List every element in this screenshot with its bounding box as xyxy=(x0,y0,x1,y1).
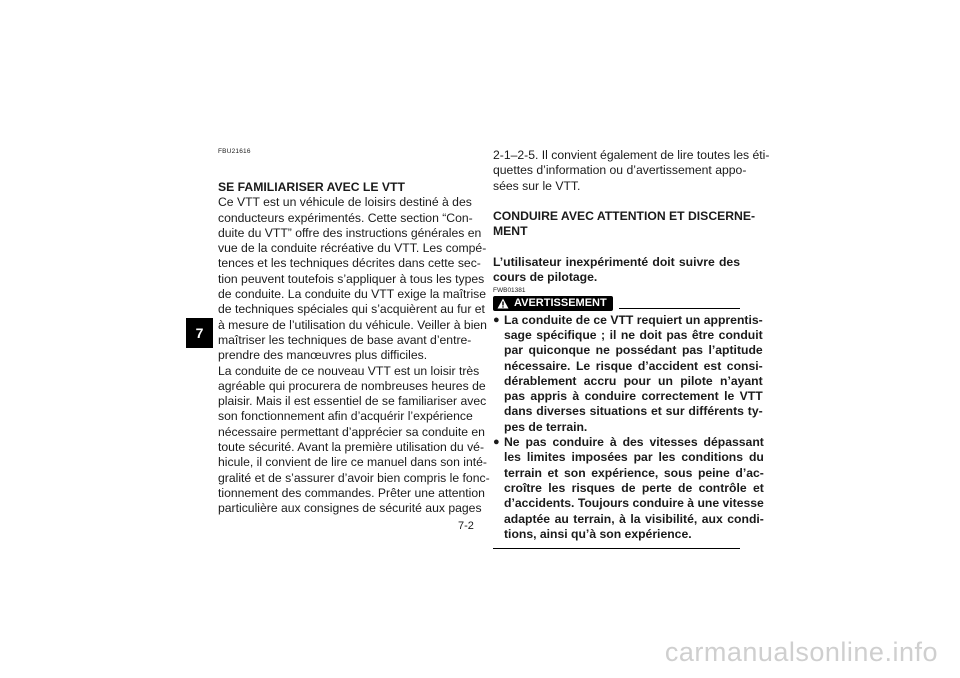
text-line: d’accidents. Toujours conduire à une vitesse xyxy=(504,496,764,511)
paragraph-2 xyxy=(218,363,490,517)
text-line: pas appris à conduire correctement le VTT xyxy=(504,389,763,404)
text-line: L’utilisateur inexpérimenté doit suivre des xyxy=(493,255,740,270)
text-line: sage spécifique ; il ne doit pas être conduit xyxy=(504,327,763,342)
bullet-icon: ● xyxy=(493,436,500,449)
watermark: carmanualsonline.info xyxy=(664,637,938,667)
warning-bottom-rule xyxy=(493,548,740,549)
page-number: 7-2 xyxy=(458,520,474,532)
bullet-text xyxy=(504,313,763,435)
text-line: tionnement des commandes. Prêter une attention xyxy=(218,485,485,500)
text-line: La conduite de ce nouveau VTT est un loisir très xyxy=(218,363,480,378)
text-line: nécessaire permettant d’apprécier sa conduite en xyxy=(218,424,485,439)
text-line: quettes d’information ou d’avertissement appo- xyxy=(493,163,747,178)
warning-top-rule xyxy=(619,308,740,309)
warning-label: AVERTISSEMENT xyxy=(514,296,607,309)
text-line: son fonctionnement afin d’acquérir l’expérience xyxy=(218,409,473,424)
text-line: La conduite de ce VTT requiert un apprentis- xyxy=(504,312,763,327)
continuation-paragraph xyxy=(493,148,770,194)
text-line: par quiconque ne possédant pas l’aptitude xyxy=(504,343,763,358)
warning-body xyxy=(493,312,764,542)
text-line: agréable qui procurera de nombreuses heures de xyxy=(218,378,486,393)
text-line: particulière aux consignes de sécurité aux pages xyxy=(218,501,482,516)
section-code: FBU21616 xyxy=(218,148,251,155)
warning-label-box xyxy=(493,296,613,311)
bullet-text xyxy=(504,435,764,542)
text-line: CONDUIRE AVEC ATTENTION ET DISCERNE- xyxy=(493,209,756,224)
left-column xyxy=(218,148,490,517)
text-line: de techniques spéciales qui s’acquièrent au fur et xyxy=(218,302,485,317)
chapter-tab: 7 xyxy=(186,318,213,348)
text-line: hicule, il convient de lire ce manuel dans son inté- xyxy=(218,455,487,470)
text-line: duite du VTT” offre des instructions générales en xyxy=(218,225,482,240)
text-line: maîtriser les techniques de base avant d’entre- xyxy=(218,332,472,347)
text-line: Ne pas conduire à des vitesses dépassant xyxy=(504,435,764,450)
bullet-icon: ● xyxy=(493,313,500,326)
text-line: tences et les techniques décrites dans cette sec- xyxy=(218,256,481,271)
text-line: conducteurs expérimentés. Cette section “Con- xyxy=(218,210,473,225)
text-line: toute sécurité. Avant la première utilisation du vé- xyxy=(218,440,485,455)
paragraph-1 xyxy=(218,195,487,363)
text-line: les limites imposées par les conditions du xyxy=(504,450,764,465)
text-line: terrain et son expérience, sous peine d’ac- xyxy=(504,465,764,480)
subheading xyxy=(493,255,740,286)
text-line: cours de pilotage. xyxy=(493,270,598,285)
section-heading: SE FAMILIARISER AVEC LE VTT xyxy=(218,180,405,194)
text-line: gralité et de s’assurer d’avoir bien compris le fonc- xyxy=(218,470,490,485)
warning-code: FWB01381 xyxy=(493,286,526,294)
text-line: Ce VTT est un véhicule de loisirs destiné à des xyxy=(218,195,472,210)
text-line: prendre des manœuvres plus difficiles. xyxy=(218,348,428,363)
text-line: dans diverses situations et sur différents ty- xyxy=(504,404,763,419)
text-line: adaptée au terrain, à la visibilité, aux condi- xyxy=(504,511,764,526)
text-line: sées sur le VTT. xyxy=(493,178,581,193)
warning-banner xyxy=(493,296,740,311)
text-line: pes de terrain. xyxy=(504,419,588,434)
text-line: tion peuvent toutefois s’appliquer à tous les types xyxy=(218,271,485,286)
text-line: plaisir. Mais il est essentiel de se familiariser avec xyxy=(218,394,487,409)
warning-triangle-icon xyxy=(497,298,509,309)
text-line: 2-1–2-5. Il convient également de lire toutes les éti- xyxy=(493,148,770,162)
text-line: croître les risques de perte de contrôle et xyxy=(504,480,764,495)
text-line: à mesure de l’utilisation du véhicule. Veiller à bien xyxy=(218,317,487,332)
text-line: vue de la conduite récréative du VTT. Les compé- xyxy=(218,241,487,256)
section-heading-conduire xyxy=(493,209,756,240)
warning-bullet-2 xyxy=(493,435,764,542)
right-column xyxy=(493,148,770,549)
text-line: nécessaire. Le risque d’accident est consi- xyxy=(504,358,763,373)
text-line: dérablement accru pour un pilote n’ayant xyxy=(504,373,763,388)
warning-bullet-1 xyxy=(493,312,763,435)
text-line: tions, ainsi qu’à son expérience. xyxy=(504,526,692,541)
text-line: MENT xyxy=(493,224,528,239)
text-line: de conduite. La conduite du VTT exige la maîtrise xyxy=(218,287,487,302)
